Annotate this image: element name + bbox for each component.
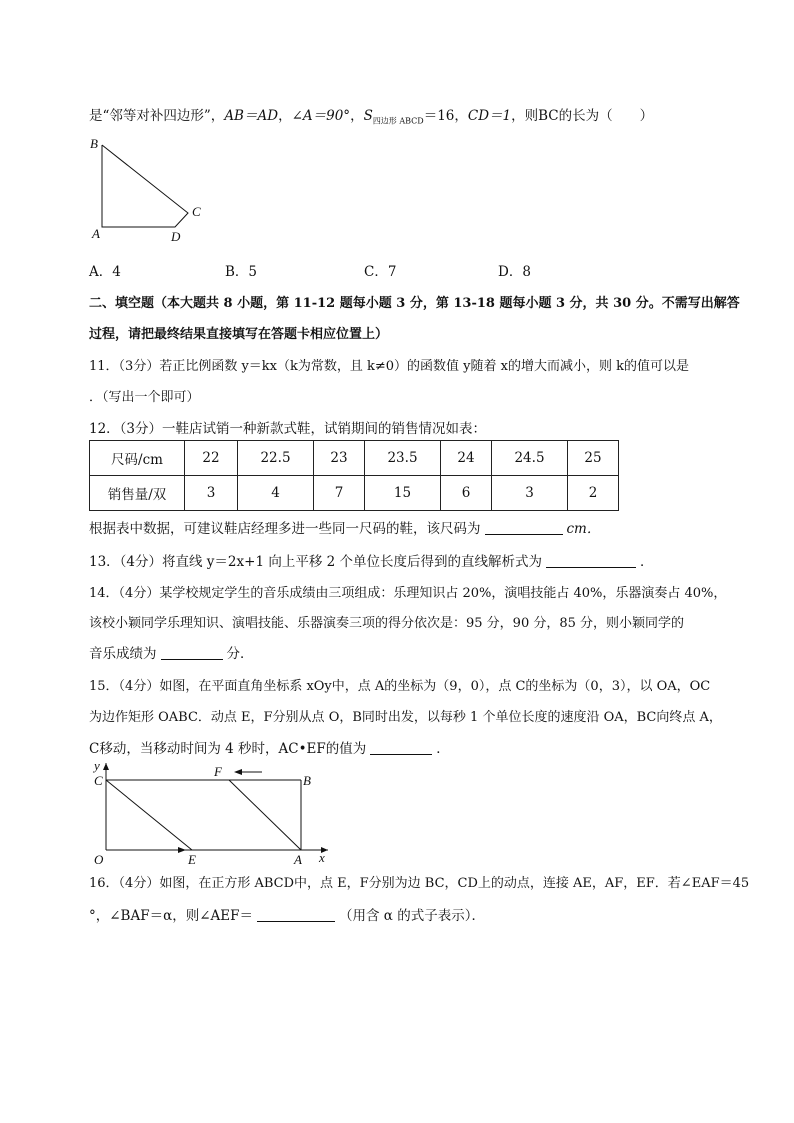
q13-end: ． bbox=[640, 554, 654, 570]
q15-label-e: E bbox=[188, 852, 196, 867]
q15-label-y: y bbox=[94, 758, 100, 773]
q10-area-s: S bbox=[363, 108, 373, 124]
q15-line3-end: ． bbox=[436, 741, 450, 757]
section2-heading-line1: 二、填空题（本大题共 8 小题，第 11-12 题每小题 3 分，第 13-18 题每小题 3 分，共 30 分。不需写出解答 bbox=[89, 296, 740, 311]
q10-ask: ，则BC的长为（ ） bbox=[511, 108, 654, 124]
table-cell: 25 bbox=[568, 441, 619, 476]
q10-option-c: C．7 bbox=[364, 264, 397, 280]
q10-stem-start: 是“邻等对补四边形”， bbox=[89, 108, 225, 124]
q10-sep2: ， bbox=[350, 108, 364, 124]
q15-label-b: B bbox=[303, 773, 311, 788]
q15-label-o: O bbox=[94, 852, 104, 867]
q10-option-b: B．5 bbox=[225, 264, 258, 280]
e-motion-arrow-icon bbox=[178, 847, 186, 853]
q16-line2-end: （用含 α 的式子表示）． bbox=[339, 908, 485, 924]
q10-area-eq: ＝16， bbox=[423, 108, 468, 124]
q14-line3-end: 分． bbox=[226, 646, 254, 662]
q10-sep: ， bbox=[278, 108, 292, 124]
q13-text: 13．（4分）将直线 y＝2x+1 向上平移 2 个单位长度后得到的直线解析式为 bbox=[89, 554, 543, 570]
q11-line1: 11．（3分）若正比例函数 y＝kx（k为常数，且 k≠0）的函数值 y随着 x的增大而减小，则 k的值可以是 bbox=[89, 359, 690, 374]
table-header-size: 尺码/cm bbox=[90, 441, 185, 476]
q16-answer-blank[interactable] bbox=[257, 907, 335, 922]
q15-line1: 15．（4分）如图，在平面直角坐标系 xOy中，点 A的坐标为（9，0），点 C的坐标为（0，3），以 OA，OC bbox=[89, 679, 711, 694]
q12-after bbox=[89, 517, 600, 537]
table-row bbox=[90, 441, 619, 476]
q14-line3 bbox=[89, 642, 254, 662]
q13-line bbox=[89, 550, 654, 570]
table-cell: 24 bbox=[441, 441, 492, 476]
q15-answer-blank[interactable] bbox=[370, 740, 432, 755]
q10-figure bbox=[85, 134, 215, 246]
q15-figure bbox=[88, 758, 338, 868]
q10-cond2: ∠A＝90° bbox=[291, 108, 351, 124]
q10-option-a: A．4 bbox=[89, 264, 121, 280]
table-cell: 15 bbox=[365, 476, 441, 511]
q16-line1: 16．（4分）如图，在正方形 ABCD中，点 E，F分别为边 BC，CD上的动点，连接 AE，AF，EF．若∠EAF＝45 bbox=[89, 876, 750, 891]
q12-line1: 12．（3分）一鞋店试销一种新款式鞋，试销期间的销售情况如表： bbox=[89, 421, 487, 437]
table-row bbox=[90, 476, 619, 511]
table-cell: 7 bbox=[314, 476, 365, 511]
q11-line2-text: ．（写出一个即可） bbox=[89, 390, 200, 405]
q10-cond3: CD＝1 bbox=[467, 108, 512, 124]
q16-line2-start: °，∠BAF＝α，则∠AEF＝ bbox=[89, 908, 253, 924]
table-header-sales: 销售量/双 bbox=[90, 476, 185, 511]
q15-line3 bbox=[89, 737, 450, 757]
q11-line2 bbox=[89, 386, 200, 405]
q10-option-d: D．8 bbox=[498, 264, 531, 280]
table-cell: 22.5 bbox=[238, 441, 314, 476]
table-cell: 4 bbox=[238, 476, 314, 511]
q14-answer-blank[interactable] bbox=[161, 645, 223, 660]
q10-area-sub: 四边形 ABCD bbox=[372, 116, 424, 126]
q13-answer-blank[interactable] bbox=[546, 553, 636, 568]
q15-label-f: F bbox=[214, 764, 222, 779]
table-cell: 6 bbox=[441, 476, 492, 511]
section2-heading-line2: 过程，请把最终结果直接填写在答题卡相应位置上） bbox=[89, 327, 389, 342]
f-motion-arrow-icon bbox=[234, 769, 242, 775]
table-cell: 24.5 bbox=[492, 441, 568, 476]
table-cell: 23 bbox=[314, 441, 365, 476]
q12-unit: cm． bbox=[566, 521, 601, 537]
q10-label-c: C bbox=[192, 204, 201, 219]
q10-cond1: AB＝AD bbox=[224, 108, 279, 124]
table-cell: 3 bbox=[492, 476, 568, 511]
q12-answer-blank[interactable] bbox=[485, 520, 563, 535]
q14-line2: 该校小颖同学乐理知识、演唱技能、乐器演奏三项的得分依次是：95 分，90 分，85 分，则小颖同学的 bbox=[89, 616, 685, 631]
q15-label-c: C bbox=[94, 773, 103, 788]
q15-label-x: x bbox=[319, 850, 325, 865]
q15-label-a: A bbox=[294, 852, 302, 867]
table-cell: 23.5 bbox=[365, 441, 441, 476]
q12-sales-table bbox=[89, 440, 619, 511]
q14-line3-start: 音乐成绩为 bbox=[89, 646, 157, 662]
q15-line2: 为边作矩形 OABC．动点 E，F分别从点 O，B同时出发，以每秒 1 个单位长度的速度沿 OA，BC向终点 A， bbox=[89, 710, 722, 725]
q12-after-text: 根据表中数据，可建议鞋店经理多进一些同一尺码的鞋，该尺码为 bbox=[89, 521, 481, 537]
q10-stem bbox=[89, 104, 653, 127]
table-cell: 2 bbox=[568, 476, 619, 511]
q10-label-a: A bbox=[92, 226, 100, 241]
q16-line2 bbox=[89, 904, 485, 924]
q15-line3-start: C移动，当移动时间为 4 秒时，AC•EF的值为 bbox=[89, 741, 367, 757]
q10-label-d: D bbox=[171, 229, 181, 244]
table-cell: 3 bbox=[185, 476, 238, 511]
q14-line1: 14．（4分）某学校规定学生的音乐成绩由三项组成：乐理知识占 20%，演唱技能占 40%，乐器演奏占 40%， bbox=[89, 586, 727, 601]
table-cell: 22 bbox=[185, 441, 238, 476]
y-axis-arrow-icon bbox=[103, 763, 109, 770]
q10-label-b: B bbox=[90, 136, 98, 151]
